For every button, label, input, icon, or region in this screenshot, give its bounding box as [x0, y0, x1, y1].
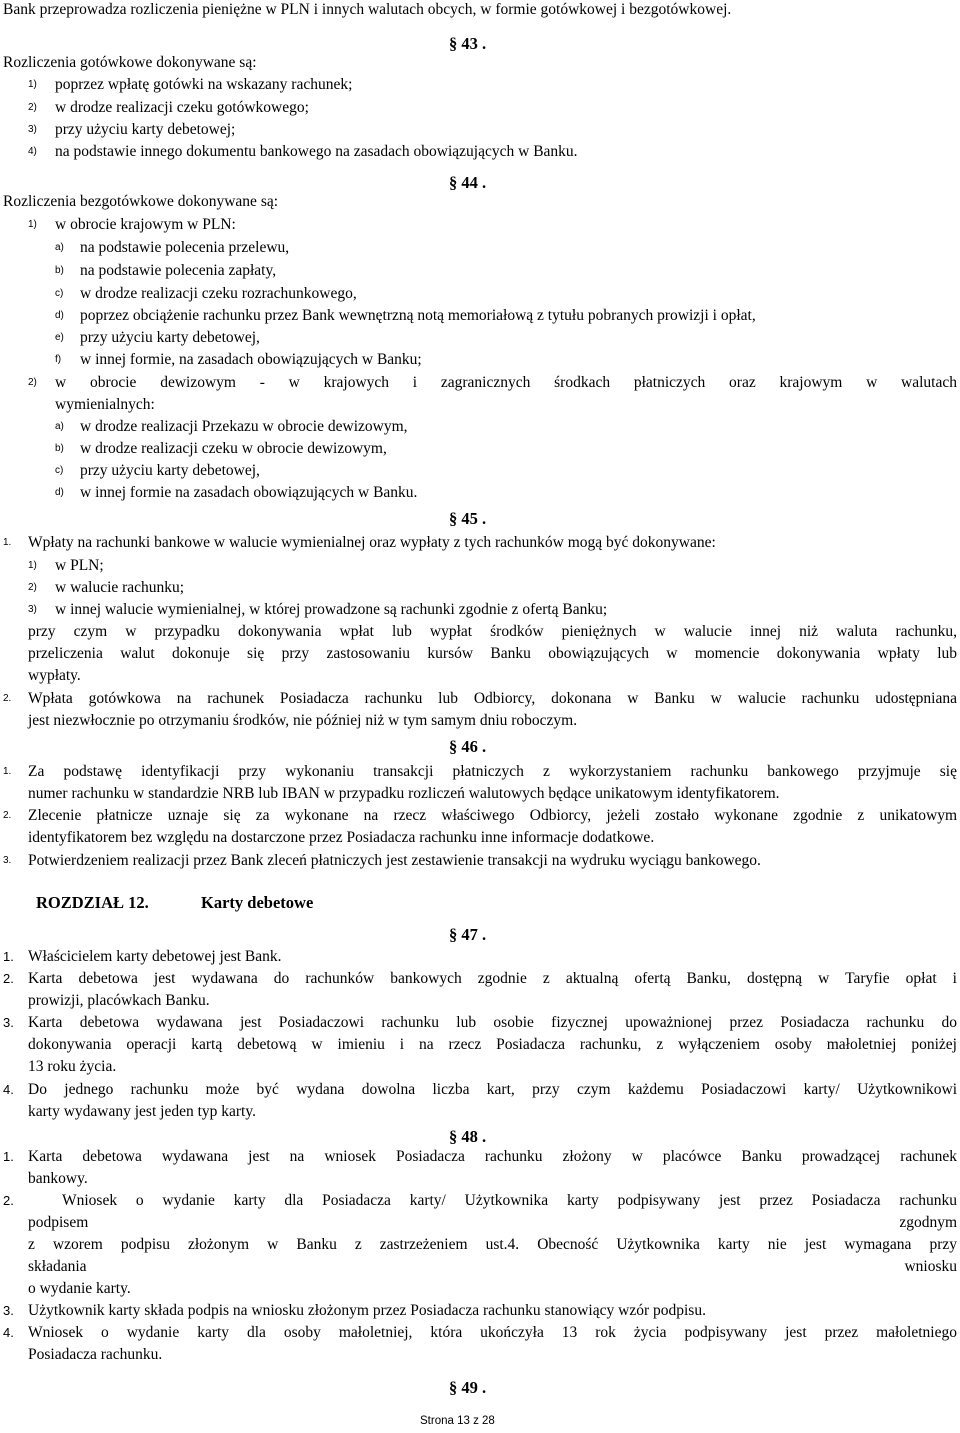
list-item-continuation: identyfikatorem bez względu na dostarczone przez Posiadacza rachunku inne informacje dodatkowe.: [28, 829, 655, 846]
section-44-heading: § 44 .: [449, 173, 487, 192]
list-marker: 3.: [3, 1015, 14, 1030]
list-marker: 3.: [3, 855, 12, 866]
list-item: w drodze realizacji czeku w obrocie dewizowym,: [80, 440, 387, 457]
section-44-lead: Rozliczenia bezgotówkowe dokonywane są:: [3, 193, 279, 210]
list-item: na podstawie polecenia przelewu,: [80, 239, 290, 256]
list-item: w obrocie krajowym w PLN:: [55, 216, 236, 233]
list-item: na podstawie innego dokumentu bankowego na zasadach obowiązujących w Banku.: [55, 143, 578, 160]
intro-paragraph: Bank przeprowadza rozliczenia pieniężne w PLN i innych walutach obcych, w formie gotówkowej i bezgotówkowej.: [3, 1, 732, 18]
list-item: w PLN;: [55, 557, 104, 574]
list-item-continuation: numer rachunku w standardzie NRB lub IBAN w przypadku rozliczeń walutowych będące unikatowym identyfikatorem.: [28, 785, 780, 802]
paragraph-line: wypłaty.: [28, 667, 81, 684]
list-marker: 2): [28, 377, 37, 388]
list-marker: e): [55, 332, 64, 343]
list-item: w obrocie dewizowym - w krajowych i zagranicznych środkach płatniczych oraz krajowym w walutach: [55, 374, 957, 391]
list-item: przy użyciu karty debetowej,: [80, 462, 260, 479]
chapter-label: ROZDZIAŁ 12.: [36, 893, 149, 912]
list-item: Karta debetowa wydawana jest Posiadaczowi rachunku lub osobie fizycznej upoważnionej przez Posiadacza rachunku do: [28, 1014, 957, 1031]
list-item: poprzez wpłatę gotówki na wskazany rachunek;: [55, 76, 353, 93]
list-item: Wniosek o wydanie karty dla Posiadacza karty/ Użytkownika karty podpisywany jest przez Posiadacza rachunku: [62, 1192, 957, 1209]
list-item-continuation: z wzorem podpisu złożonym w Banku z zastrzeżeniem ust.4. Obecność Użytkownika karty nie jest wymagana przy: [28, 1236, 957, 1253]
chapter-title: Karty debetowe: [201, 893, 314, 912]
section-48-heading: § 48 .: [449, 1127, 487, 1146]
list-item-continuation: o wydanie karty.: [28, 1280, 131, 1297]
list-item: w drodze realizacji czeku gotówkowego;: [55, 99, 309, 116]
list-item: Potwierdzeniem realizacji przez Bank zleceń płatniczych jest zestawienie transakcji na wydruku wyciągu bankowego.: [28, 852, 761, 869]
paragraph-line: przeliczenia walut dokonuje się przy zastosowaniu kursów Banku obowiązujących w momencie dokonywania wpłaty lub: [28, 645, 957, 662]
list-item-continuation: dokonywania operacji kartą debetową w imieniu i na rzecz Posiadacza rachunku, z wyłączeniem osoby małoletniej poniżej: [28, 1036, 957, 1053]
list-item: Karta debetowa jest wydawana do rachunków bankowych zgodnie z aktualną ofertą Banku, dostępną w Taryfie opłat i: [28, 970, 957, 987]
list-item: Wpłata gotówkowa na rachunek Posiadacza rachunku lub Odbiorcy, dokonana w Banku w walucie rachunku udostępniana: [28, 690, 957, 707]
list-item-continuation: zgodnym: [899, 1214, 957, 1231]
list-item-continuation: jest niezwłocznie po otrzymaniu środków, nie później niż w tym samym dniu roboczym.: [28, 712, 578, 729]
list-item: w drodze realizacji Przekazu w obrocie dewizowym,: [80, 418, 408, 435]
list-item-continuation: prowizji, placówkach Banku.: [28, 992, 210, 1009]
list-item: przy użyciu karty debetowej,: [80, 329, 260, 346]
list-item: w innej formie na zasadach obowiązujących w Banku.: [80, 484, 418, 501]
list-marker: b): [55, 265, 64, 276]
list-marker: d): [55, 310, 64, 321]
list-marker: 4.: [3, 1082, 14, 1097]
list-item-continuation: bankowy.: [28, 1170, 88, 1187]
list-item: w innej formie, na zasadach obowiązujących w Banku;: [80, 351, 422, 368]
page-number: Strona 13 z 28: [420, 1415, 495, 1427]
list-marker: a): [55, 421, 64, 432]
list-item-continuation: Posiadacza rachunku.: [28, 1346, 163, 1363]
section-46-heading: § 46 .: [449, 737, 487, 756]
list-item-continuation: karty wydawany jest jeden typ karty.: [28, 1103, 256, 1120]
list-marker: d): [55, 487, 64, 498]
section-45-heading: § 45 .: [449, 509, 487, 528]
list-item-continuation: wniosku: [904, 1258, 957, 1275]
list-item: przy użyciu karty debetowej;: [55, 121, 236, 138]
list-item: poprzez obciążenie rachunku przez Bank wewnętrzną notą memoriałową z tytułu pobranych prowizji i opłat,: [80, 307, 756, 324]
section-47-heading: § 47 .: [449, 925, 487, 944]
list-marker: 2.: [3, 971, 14, 986]
list-marker: 3): [28, 124, 37, 135]
list-item: Zlecenie płatnicze uznaje się za wykonane na rzecz właściwego Odbiorcy, jeżeli zostało wykonane zgodnie z unikatowym: [28, 807, 957, 824]
list-marker: 1): [28, 560, 37, 571]
list-item: na podstawie polecenia zapłaty,: [80, 262, 277, 279]
list-item-continuation: podpisem: [28, 1214, 89, 1231]
list-marker: 2.: [3, 693, 12, 704]
list-marker: 3): [28, 604, 37, 615]
list-item-continuation: składania: [28, 1258, 87, 1275]
list-marker: c): [55, 465, 64, 476]
list-marker: 2): [28, 102, 37, 113]
list-item: Do jednego rachunku może być wydana dowolna liczba kart, przy czym każdemu Posiadaczowi karty/ Użytkownikowi: [28, 1081, 957, 1098]
list-marker: 1): [28, 219, 37, 230]
section-43-lead: Rozliczenia gotówkowe dokonywane są:: [3, 54, 257, 71]
list-item: Użytkownik karty składa podpis na wniosku złożonym przez Posiadacza rachunku stanowiący wzór podpisu.: [28, 1302, 706, 1319]
list-marker: 2.: [3, 810, 12, 821]
list-item: Za podstawę identyfikacji przy wykonaniu transakcji płatniczych z wykorzystaniem rachunku bankowego przyjmuje się: [28, 763, 957, 780]
list-marker: 1.: [3, 766, 12, 777]
paragraph-line: przy czym w przypadku dokonywania wpłat lub wypłat środków pieniężnych w walucie innej niż waluta rachunku,: [28, 623, 957, 640]
list-item: Właścicielem karty debetowej jest Bank.: [28, 948, 282, 965]
list-marker: 2.: [3, 1193, 14, 1208]
list-marker: 4): [28, 146, 37, 157]
list-item: Wniosek o wydanie karty dla osoby małoletniej, która ukończyła 13 rok życia podpisywany jest przez małoletniego: [28, 1324, 957, 1341]
list-item: Karta debetowa wydawana jest na wniosek Posiadacza rachunku złożony w placówce Banku prowadzącej rachunek: [28, 1148, 957, 1165]
list-marker: 1.: [3, 1149, 14, 1164]
list-marker: 4.: [3, 1325, 14, 1340]
list-item-continuation: 13 roku życia.: [28, 1058, 117, 1075]
list-marker: a): [55, 242, 64, 253]
list-marker: 3.: [3, 1303, 14, 1318]
list-marker: 1): [28, 79, 37, 90]
list-item: Wpłaty na rachunki bankowe w walucie wymienialnej oraz wypłaty z tych rachunków mogą być dokonywane:: [28, 534, 716, 551]
list-marker: 2): [28, 582, 37, 593]
list-item-continuation: wymienialnych:: [55, 396, 155, 413]
list-marker: c): [55, 288, 64, 299]
list-item: w innej walucie wymienialnej, w której prowadzone są rachunki zgodnie z ofertą Banku;: [55, 601, 608, 618]
section-43-heading: § 43 .: [449, 34, 487, 53]
list-marker: b): [55, 443, 64, 454]
list-marker: f): [55, 354, 62, 365]
list-marker: 1.: [3, 949, 14, 964]
list-marker: 1.: [3, 537, 12, 548]
section-49-heading: § 49 .: [449, 1378, 487, 1397]
list-item: w drodze realizacji czeku rozrachunkowego,: [80, 285, 357, 302]
list-item: w walucie rachunku;: [55, 579, 185, 596]
